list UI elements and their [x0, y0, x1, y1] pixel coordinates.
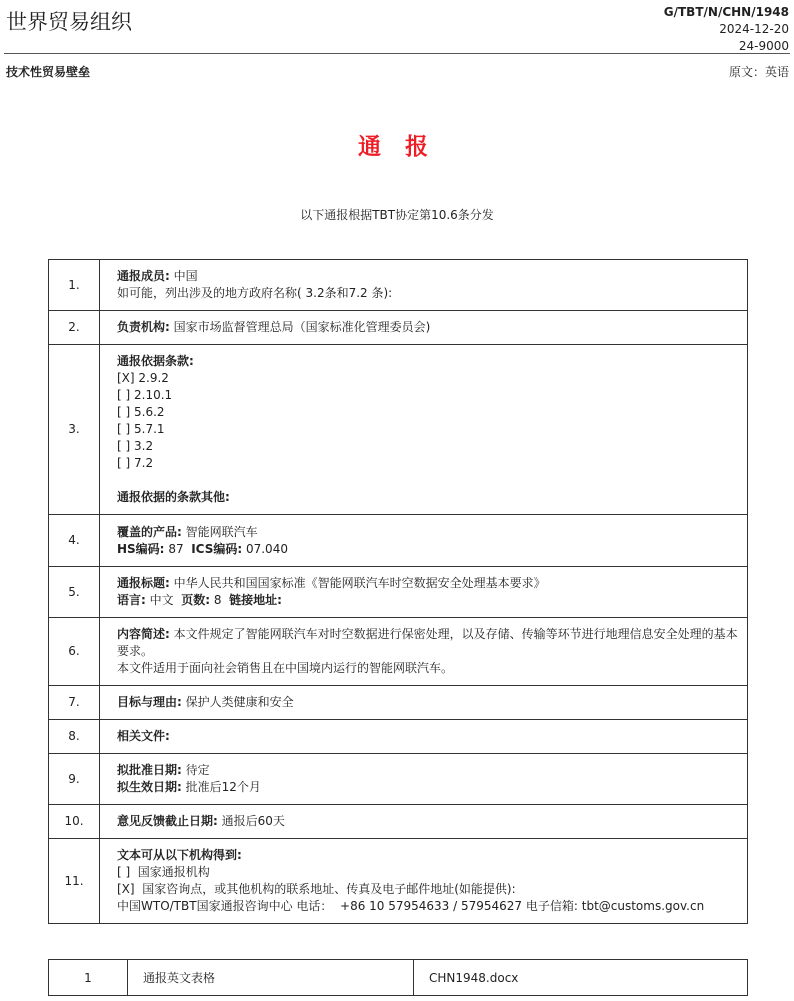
- field-label: 内容简述:: [117, 627, 170, 641]
- field-value: 中文: [145, 593, 182, 607]
- field-label: 意见反馈截止日期:: [117, 814, 218, 828]
- row-content: [100, 805, 748, 839]
- row-number: 3.: [49, 345, 100, 515]
- checkbox-item: [ ] 2.10.1: [117, 388, 173, 402]
- table-row: [49, 260, 748, 311]
- field-label: 链接地址:: [229, 593, 282, 607]
- row-number: 8.: [49, 720, 100, 754]
- table-row: [49, 311, 748, 345]
- organization-name: 世界贸易组织: [6, 10, 132, 34]
- row-number: 7.: [49, 686, 100, 720]
- row-number: 9.: [49, 754, 100, 805]
- field-label: 相关文件:: [117, 729, 170, 743]
- checkbox-item: [ ] 国家通报机构: [117, 865, 210, 879]
- field-value: 本文件适用于面向社会销售且在中国境内运行的智能网联汽车。: [117, 661, 454, 675]
- row-content: [100, 754, 748, 805]
- original-language: 原文：英语: [728, 65, 789, 79]
- field-value: 87: [164, 541, 192, 556]
- table-row: [49, 839, 748, 924]
- field-value: 国家市场监督管理总局（国家标准化管理委员会): [169, 320, 431, 334]
- document-number: 24-9000: [738, 39, 789, 53]
- field-label: 通报成员:: [117, 269, 170, 283]
- row-content: [100, 515, 748, 567]
- document-symbol: G/TBT/N/CHN/1948: [663, 5, 789, 19]
- table-row: [49, 960, 748, 996]
- table-row: [49, 805, 748, 839]
- row-content: [100, 311, 748, 345]
- field-label: 文本可从以下机构得到:: [117, 848, 242, 862]
- field-value: 保护人类健康和安全: [181, 695, 294, 709]
- notification-basis: 以下通报根据TBT协定第10.6条分发: [300, 208, 494, 222]
- field-label: 通报标题:: [117, 576, 170, 590]
- attachment-index: 1: [49, 960, 128, 996]
- notification-table: [48, 259, 748, 924]
- field-label: 语言:: [117, 593, 146, 607]
- document-date: 2024-12-20: [719, 22, 789, 36]
- attachments-table: [48, 959, 748, 996]
- checkbox-item: [X] 国家咨询点，或其他机构的联系地址、传真及电子邮件地址(如能提供):: [117, 882, 516, 896]
- table-row: [49, 618, 748, 686]
- row-number: 5.: [49, 567, 100, 618]
- attachment-title: 通报英文表格: [128, 960, 414, 996]
- checkbox-item: [ ] 5.7.1: [117, 422, 165, 436]
- field-label: HS编码:: [117, 541, 165, 556]
- field-label: 页数:: [181, 593, 211, 607]
- row-content: [100, 345, 748, 515]
- row-number: 10.: [49, 805, 100, 839]
- field-label: 目标与理由:: [117, 695, 182, 709]
- table-row: [49, 720, 748, 754]
- header-divider: [4, 53, 790, 54]
- field-value: 智能网联汽车: [181, 524, 258, 539]
- contact-info: 中国WTO/TBT国家通报咨询中心 电话： +86 10 57954633 / 57954627 电子信箱: tbt@customs.gov.cn: [117, 899, 705, 913]
- page-title: 通 报: [357, 134, 436, 160]
- row-content: [100, 686, 748, 720]
- table-row: [49, 686, 748, 720]
- field-label: 拟生效日期:: [117, 780, 182, 794]
- field-label: 通报依据的条款其他:: [117, 490, 230, 504]
- checkbox-item: [X] 2.9.2: [117, 371, 169, 385]
- table-row: [49, 754, 748, 805]
- checkbox-item: [ ] 5.6.2: [117, 405, 165, 419]
- row-number: 11.: [49, 839, 100, 924]
- checkbox-item: [ ] 3.2: [117, 439, 154, 453]
- committee-name: 技术性贸易壁垒: [6, 65, 91, 79]
- row-content: [100, 618, 748, 686]
- field-label: ICS编码:: [191, 541, 243, 556]
- row-number: 4.: [49, 515, 100, 567]
- attachment-file-link[interactable]: CHN1948.docx: [414, 960, 748, 996]
- row-number: 6.: [49, 618, 100, 686]
- checkbox-item: [ ] 7.2: [117, 456, 154, 470]
- field-value: 07.040: [242, 541, 288, 556]
- row-content: [100, 260, 748, 311]
- field-value: 中华人民共和国国家标准《智能网联汽车时空数据安全处理基本要求》: [169, 576, 546, 590]
- table-row: [49, 345, 748, 515]
- field-label: 负责机构:: [117, 320, 170, 334]
- field-value: 中国: [169, 269, 198, 283]
- field-value: 8: [210, 593, 230, 607]
- document-reference-block: [664, 4, 789, 55]
- row-content: [100, 567, 748, 618]
- field-value: 本文件规定了智能网联汽车对时空数据进行保密处理，以及存储、传输等环节进行地理信息安全处理的基本要求。: [117, 627, 738, 658]
- row-content: [100, 839, 748, 924]
- row-number: 1.: [49, 260, 100, 311]
- field-value: 通报后60天: [217, 814, 285, 828]
- row-number: 2.: [49, 311, 100, 345]
- table-row: [49, 515, 748, 567]
- field-value: 批准后12个月: [181, 780, 261, 794]
- field-label: 拟批准日期:: [117, 763, 182, 777]
- row-content: [100, 720, 748, 754]
- field-label: 通报依据条款:: [117, 354, 194, 368]
- field-value: 待定: [181, 763, 210, 777]
- field-value: 如可能，列出涉及的地方政府名称( 3.2条和7.2 条):: [117, 286, 393, 300]
- field-label: 覆盖的产品:: [117, 524, 182, 539]
- table-row: [49, 567, 748, 618]
